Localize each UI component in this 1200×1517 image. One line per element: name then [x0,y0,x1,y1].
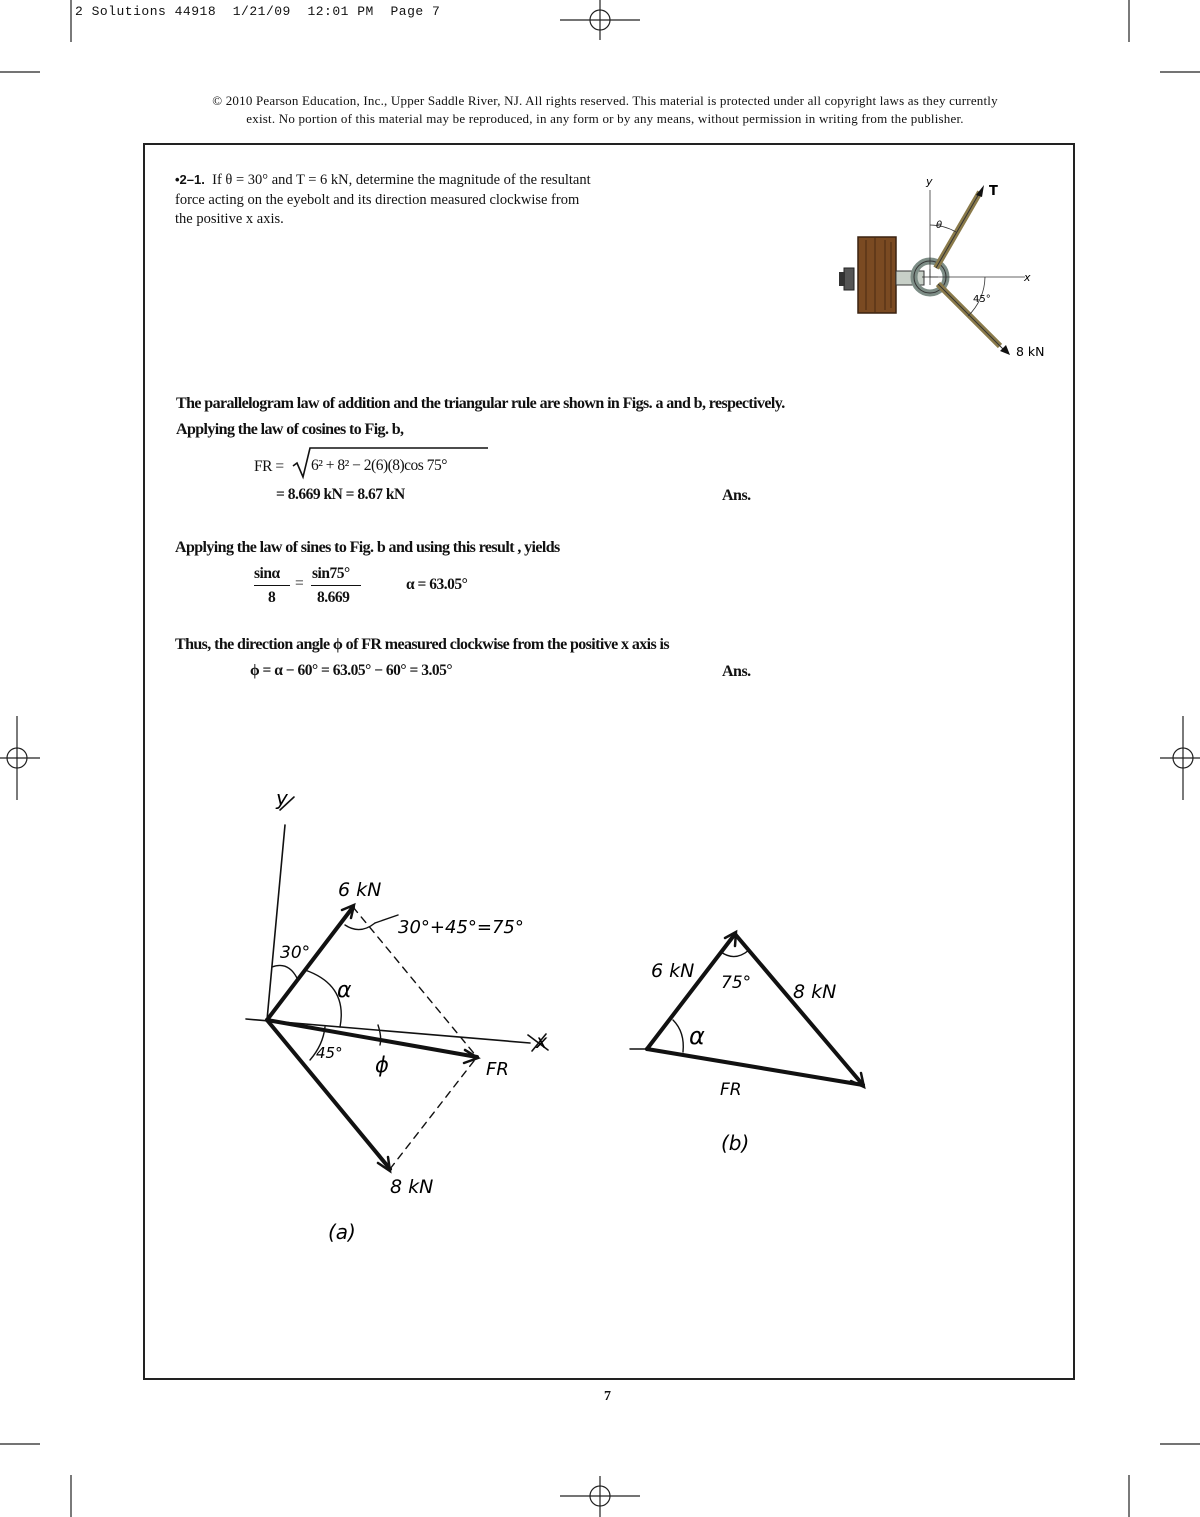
fig-b-label-75: 75° [721,973,752,993]
eyebolt-label-theta: θ [936,220,943,231]
fig-a-label-fr: FR [486,1059,509,1080]
nut [839,268,854,290]
slug-file: 2 Solutions 44918 [75,4,217,19]
problem-text: If θ = 30° and T = 6 kN, determine the magnitude of the resultant force acting on the eyebolt and its direction measured clockwise from the positive x axis. [175,172,591,227]
slug-time: 12:01 PM [307,4,374,19]
answer-label-2: Ans. [722,663,751,680]
fig-a-caption: (a) [328,1220,356,1244]
fig-a-label-45: 45° [316,1044,343,1062]
fig-a-label-30: 30° [280,943,311,963]
bolt-shank [896,271,924,285]
solution-intro-line-1: The parallelogram law of addition and the triangular rule are shown in Figs. a and b, respectively. [176,395,785,412]
fraction-bar-right [311,585,361,586]
fig-a-label-alpha: α [337,978,352,1003]
registration-mark-right [1160,716,1200,800]
fig-a-label-x: x [536,1031,548,1053]
page-number: 7 [604,1389,611,1404]
fig-b-vector-8kn [735,934,863,1085]
eyebolt-label-45: 45° [973,294,991,305]
fig-a-y-axis [267,825,285,1020]
law-of-sines-intro: Applying the law of sines to Fig. b and using this result , yields [175,539,560,556]
slug-page: Page 7 [390,4,441,19]
fig-b-arc-alpha [673,1020,683,1052]
fig-a-label-6kn: 6 kN [338,879,382,901]
fig-a-arc-alpha [305,970,341,1027]
fig-b-vector-fr [647,1049,863,1085]
fr-radical-text: 6² + 8² − 2(6)(8)cos 75° [311,457,447,474]
fig-a-vector-fr [267,1020,477,1057]
fig-a-dashed-side-2 [390,1057,477,1169]
sines-equals: = [295,575,304,592]
eyebolt-figure [830,170,1060,370]
theta-arc [930,225,956,232]
copyright-notice [0,92,1200,128]
fig-a-vector-8kn [267,1020,390,1169]
eyebolt-label-8kn: 8 kN [1016,344,1045,359]
fig-a-label-8kn: 8 kN [390,1176,434,1198]
eyebolt-label-t: T [989,184,998,199]
registration-mark-bottom [560,1476,640,1517]
fig-b-label-alpha: α [689,1022,705,1050]
alpha-result: α = 63.05° [406,576,468,593]
fig-b-label-8kn: 8 kN [793,981,837,1003]
sines-den-right: 8.669 [317,589,350,606]
fig-a-arc-30 [272,965,297,978]
problem-statement [175,170,595,230]
fr-lhs: FR = [254,458,284,475]
fr-result: = 8.669 kN = 8.67 kN [276,486,405,503]
sines-den-left: 8 [268,589,276,606]
fig-a-label-y: y [276,786,288,810]
copyright-line-2: exist. No portion of this material may be reproduced, in any form or by any means, without permission in writing from the publisher. [246,111,964,126]
slug-date: 1/21/09 [232,4,291,19]
registration-mark-top [560,0,640,40]
fig-a-label-phi: ϕ [375,1053,389,1077]
sines-num-right: sin75° [312,565,350,582]
direction-intro: Thus, the direction angle ϕ of FR measured clockwise from the positive x axis is [175,636,669,653]
fig-b-label-6kn: 6 kN [651,960,695,982]
solution-intro-line-2: Applying the law of cosines to Fig. b, [176,421,404,438]
fig-b-arc-75 [721,950,749,957]
sines-num-left: sinα [254,565,280,582]
figure-b-triangle [625,920,885,1170]
fig-b-caption: (b) [721,1131,750,1155]
phi-equation: ϕ = α − 60° = 63.05° − 60° = 3.05° [250,662,453,679]
fig-a-label-angle-sum: 30°+45°=75° [398,917,524,938]
wood-post [858,237,896,313]
fig-a-arc-phi [378,1025,381,1045]
eyebolt-label-y: y [926,175,933,188]
copyright-line-1: © 2010 Pearson Education, Inc., Upper Saddle River, NJ. All rights reserved. This material is protected under all copyright laws as they currently [212,93,998,108]
arrow-8kn [1000,345,1010,355]
registration-mark-left [0,716,40,800]
fraction-bar-left [254,585,290,586]
figure-a-parallelogram [230,775,570,1255]
answer-label-1: Ans. [722,487,751,504]
fig-b-label-fr: FR [720,1080,742,1100]
problem-number: •2–1. [175,172,205,187]
eyebolt-label-x: x [1024,271,1031,284]
